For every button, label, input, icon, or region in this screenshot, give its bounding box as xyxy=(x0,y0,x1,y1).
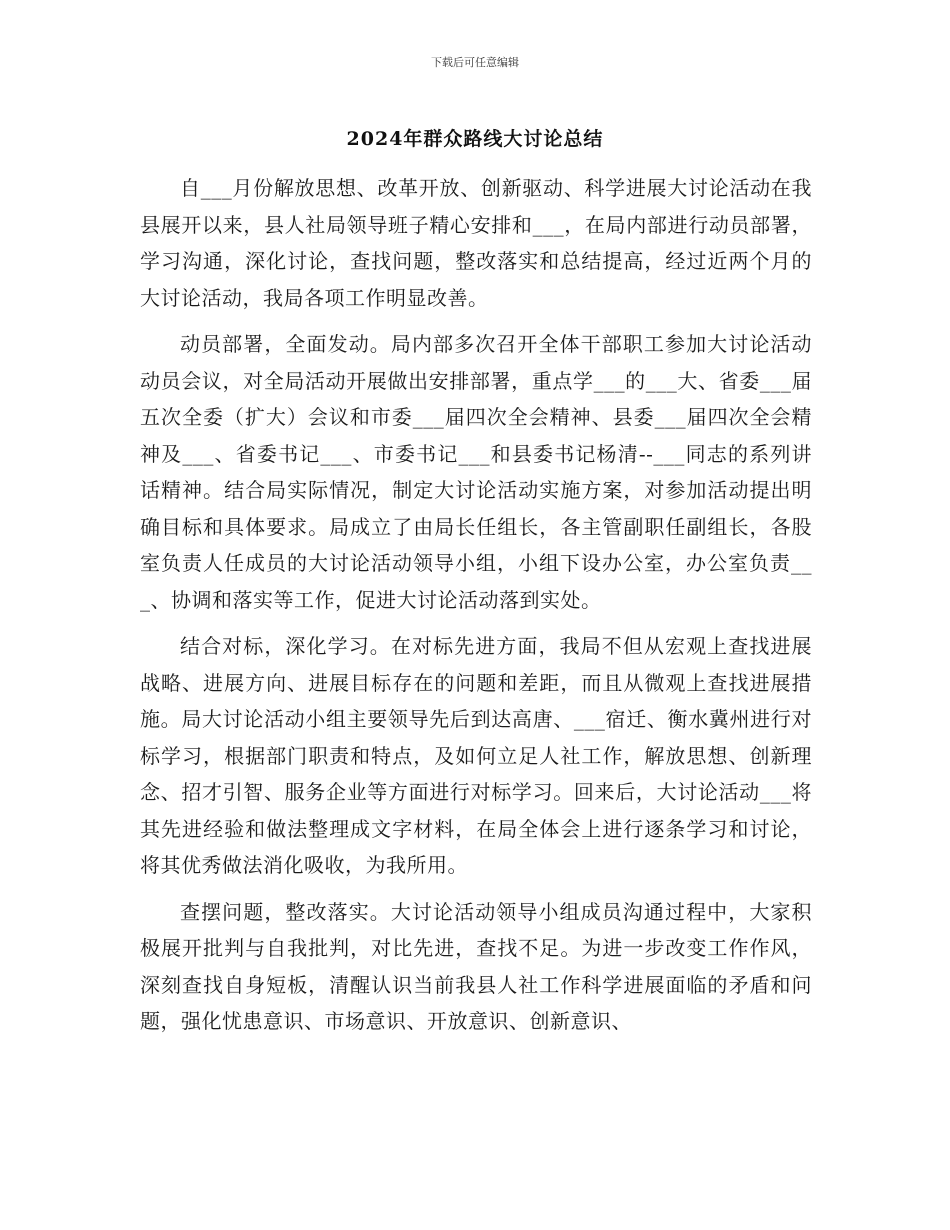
document-body xyxy=(140,170,812,1050)
paragraph-intro: 自___月份解放思想、改革开放、创新驱动、科学进展大讨论活动在我县展开以来，县人社局领导班子精心安排和___，在局内部进行动员部署，学习沟通，深化讨论，查找问题，整改落实和总结提高，经过近两个月的大讨论活动，我局各项工作明显改善。 xyxy=(140,176,812,310)
paragraph-rectification: 查摆问题，整改落实。大讨论活动领导小组成员沟通过程中，大家积极展开批判与自我批判，对比先进，查找不足。为进一步改变工作作风，深刻查找自身短板，清醒认识当前我县人社工作科学进展面临的矛盾和问题，强化忧患意识、市场意识、开放意识、创新意识、 xyxy=(140,899,812,1033)
paragraph-mobilization: 动员部署，全面发动。局内部多次召开全体干部职工参加大讨论活动动员会议，对全局活动开展做出安排部署，重点学___的___大、省委___届五次全委（扩大）会议和市委___届四次全会精神、县委___届四次全会精神及___、省委书记___、市委书记___和县委书记杨清--___同志的系列讲话精神。结合局实际情况，制定大讨论活动实施方案，对参加活动提出明确目标和具体要求。局成立了由局长任组长，各主管副职任副组长，各股室负责人任成员的大讨论活动领导小组，小组下设办公室，办公室负责___、协调和落实等工作，促进大讨论活动落到实处。 xyxy=(140,332,812,612)
paragraph-benchmarking: 结合对标，深化学习。在对标先进方面，我局不但从宏观上查找进展战略、进展方向、进展目标存在的问题和差距，而且从微观上查找进展措施。局大讨论活动小组主要领导先后到达高唐、___宿迁、衡水冀州进行对标学习，根据部门职责和特点，及如何立足人社工作，解放思想、创新理念、招才引智、服务企业等方面进行对标学习。回来后，大讨论活动___将其先进经验和做法整理成文字材料，在局全体会上进行逐条学习和讨论，将其优秀做法消化吸收，为我所用。 xyxy=(140,634,812,877)
header-note: 下载后可任意编辑 xyxy=(431,56,519,69)
document-title: 2024年群众路线大讨论总结 xyxy=(346,128,604,150)
